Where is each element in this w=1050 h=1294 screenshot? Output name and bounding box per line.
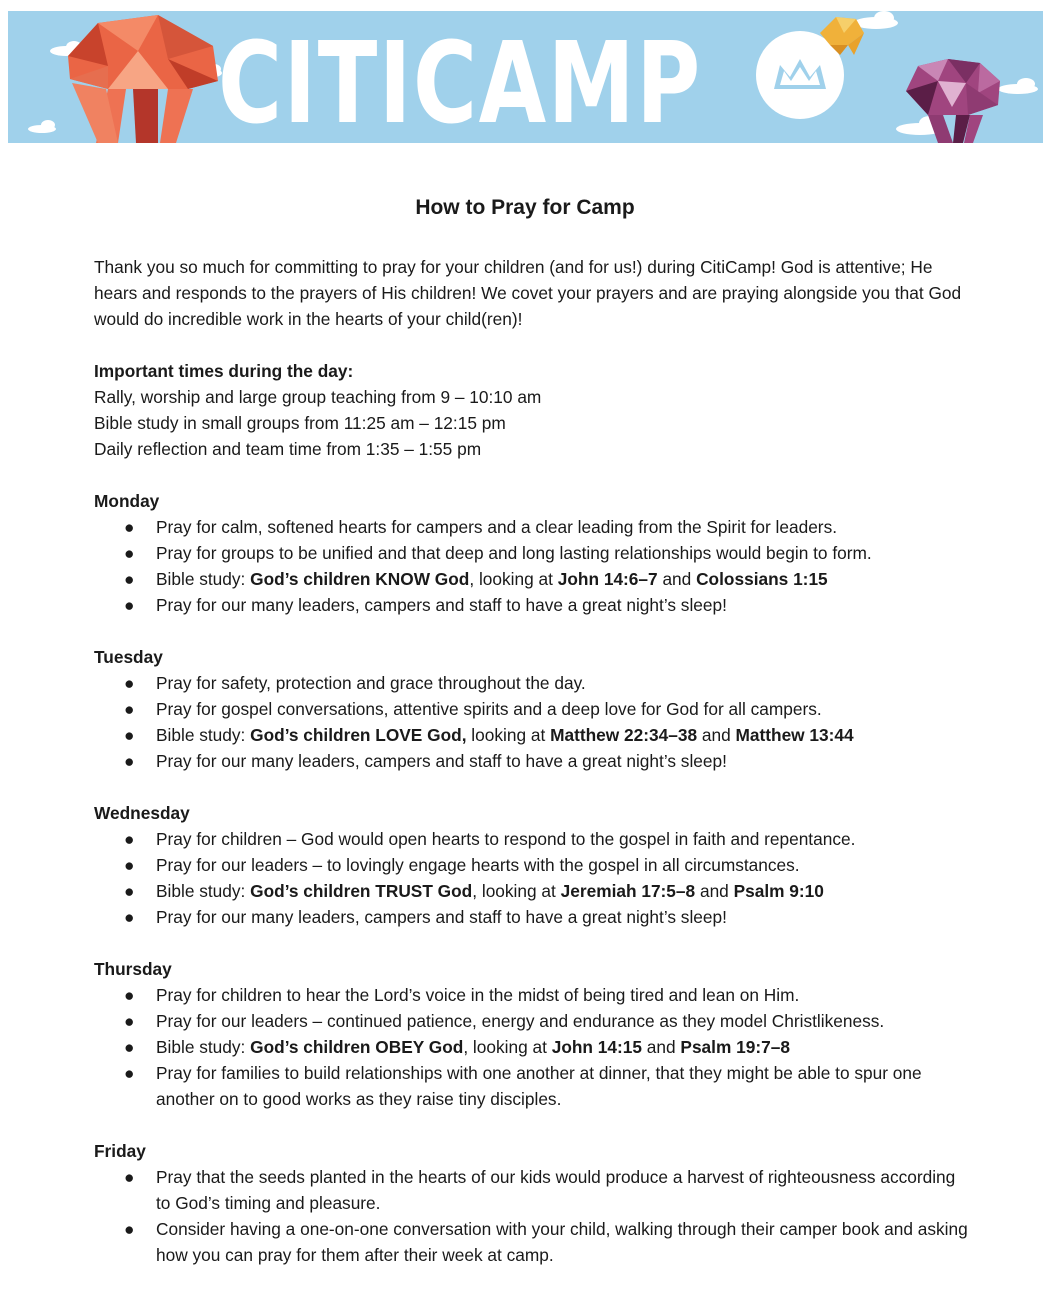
- brand-wordmark: CITICAMP: [218, 19, 702, 149]
- scripture-ref: Jeremiah 17:5–8: [560, 881, 696, 901]
- bullet-icon: ●: [124, 1037, 135, 1057]
- day-heading: Monday: [94, 491, 160, 511]
- bullet-icon: ●: [124, 985, 135, 1005]
- bullet-icon: ●: [124, 829, 135, 849]
- day-heading: Tuesday: [94, 647, 163, 667]
- time-line: Rally, worship and large group teaching from 9 – 10:10 am: [94, 387, 542, 407]
- list-item: ● Pray for our leaders – to lovingly engage hearts with the gospel in all circumstances.: [94, 852, 974, 878]
- scripture-ref: Matthew 13:44: [735, 725, 854, 745]
- list-item: ● Pray that the seeds planted in the hearts of our kids would produce a harvest of righteousness according to God’s timing and pleasure.: [94, 1164, 974, 1216]
- day-heading: Thursday: [94, 959, 172, 979]
- scripture-ref: John 14:6–7: [557, 569, 658, 589]
- bullet-icon: ●: [124, 1011, 135, 1031]
- time-line: Bible study in small groups from 11:25 am – 12:15 pm: [94, 413, 506, 433]
- bible-study-item: ● Bible study: God’s children TRUST God, looking at Jeremiah 17:5–8 and Psalm 9:10: [94, 878, 974, 904]
- important-times: [94, 358, 974, 462]
- prayer-list: [94, 514, 974, 618]
- bullet-icon: ●: [124, 881, 135, 901]
- page-title: How to Pray for Camp: [415, 196, 635, 219]
- important-times-heading: Important times during the day:: [94, 361, 354, 381]
- list-item: ● Pray for our leaders – continued patience, energy and endurance as they model Christlikeness.: [94, 1008, 974, 1034]
- list-item: ● Pray for calm, softened hearts for campers and a clear leading from the Spirit for leaders.: [94, 514, 974, 540]
- intro-paragraph: Thank you so much for committing to pray for your children (and for us!) during CitiCamp! God is attentive; He hears and responds to the prayers of His children! We covet your prayers and are praying alongside you that God would do incredible work in the hearts of your child(ren)!: [94, 257, 962, 329]
- bullet-icon: ●: [124, 907, 135, 927]
- day-monday: [94, 488, 974, 618]
- day-thursday: [94, 956, 974, 1112]
- list-item: ● Pray for children to hear the Lord’s voice in the midst of being tired and lean on Him.: [94, 982, 974, 1008]
- scripture-ref: Psalm 9:10: [733, 881, 824, 901]
- bullet-icon: ●: [124, 673, 135, 693]
- prayer-list: [94, 1164, 974, 1268]
- list-item: ● Pray for gospel conversations, attentive spirits and a deep love for God for all campers.: [94, 696, 974, 722]
- day-heading: Wednesday: [94, 803, 190, 823]
- list-item: ● Pray for our many leaders, campers and staff to have a great night’s sleep!: [94, 748, 974, 774]
- day-heading: Friday: [94, 1141, 146, 1161]
- bullet-icon: ●: [124, 699, 135, 719]
- prayer-list: [94, 670, 974, 774]
- study-theme: God’s children OBEY God: [250, 1037, 464, 1057]
- bible-study-item: ● Bible study: God’s children LOVE God, looking at Matthew 22:34–38 and Matthew 13:44: [94, 722, 974, 748]
- list-item: ● Pray for groups to be unified and that deep and long lasting relationships would begin to form.: [94, 540, 974, 566]
- document-body: [94, 254, 974, 1294]
- study-theme: God’s children KNOW God: [250, 569, 470, 589]
- day-tuesday: [94, 644, 974, 774]
- bullet-icon: ●: [124, 1167, 135, 1187]
- bullet-icon: ●: [124, 543, 135, 563]
- time-line: Daily reflection and team time from 1:35 – 1:55 pm: [94, 439, 482, 459]
- bible-study-item: ● Bible study: God’s children OBEY God, looking at John 14:15 and Psalm 19:7–8: [94, 1034, 974, 1060]
- prayer-list: [94, 982, 974, 1112]
- bullet-icon: ●: [124, 751, 135, 771]
- list-item: ● Pray for safety, protection and grace throughout the day.: [94, 670, 974, 696]
- bible-study-item: ● Bible study: God’s children KNOW God, looking at John 14:6–7 and Colossians 1:15: [94, 566, 974, 592]
- bullet-icon: ●: [124, 1219, 135, 1239]
- study-theme: God’s children TRUST God: [250, 881, 473, 901]
- bullet-icon: ●: [124, 1063, 135, 1083]
- scripture-ref: Colossians 1:15: [696, 569, 828, 589]
- scripture-ref: Matthew 22:34–38: [550, 725, 698, 745]
- citicamp-banner: [8, 11, 1043, 149]
- bullet-icon: ●: [124, 517, 135, 537]
- day-friday: [94, 1138, 974, 1268]
- list-item: ● Consider having a one-on-one conversation with your child, walking through their camper book and asking how you can pray for them after their week at camp.: [94, 1216, 974, 1268]
- list-item: ● Pray for families to build relationships with one another at dinner, that they might be able to spur one another on to good works as they raise tiny disciples.: [94, 1060, 974, 1112]
- list-item: ● Pray for our many leaders, campers and staff to have a great night’s sleep!: [94, 592, 974, 618]
- bullet-icon: ●: [124, 569, 135, 589]
- list-item: ● Pray for our many leaders, campers and staff to have a great night’s sleep!: [94, 904, 974, 930]
- scripture-ref: John 14:15: [551, 1037, 642, 1057]
- bullet-icon: ●: [124, 855, 135, 875]
- bullet-icon: ●: [124, 725, 135, 745]
- day-wednesday: [94, 800, 974, 930]
- bullet-icon: ●: [124, 595, 135, 615]
- study-theme: God’s children LOVE God,: [250, 725, 467, 745]
- prayer-list: [94, 826, 974, 930]
- scripture-ref: Psalm 19:7–8: [680, 1037, 790, 1057]
- list-item: ● Pray for children – God would open hearts to respond to the gospel in faith and repentance.: [94, 826, 974, 852]
